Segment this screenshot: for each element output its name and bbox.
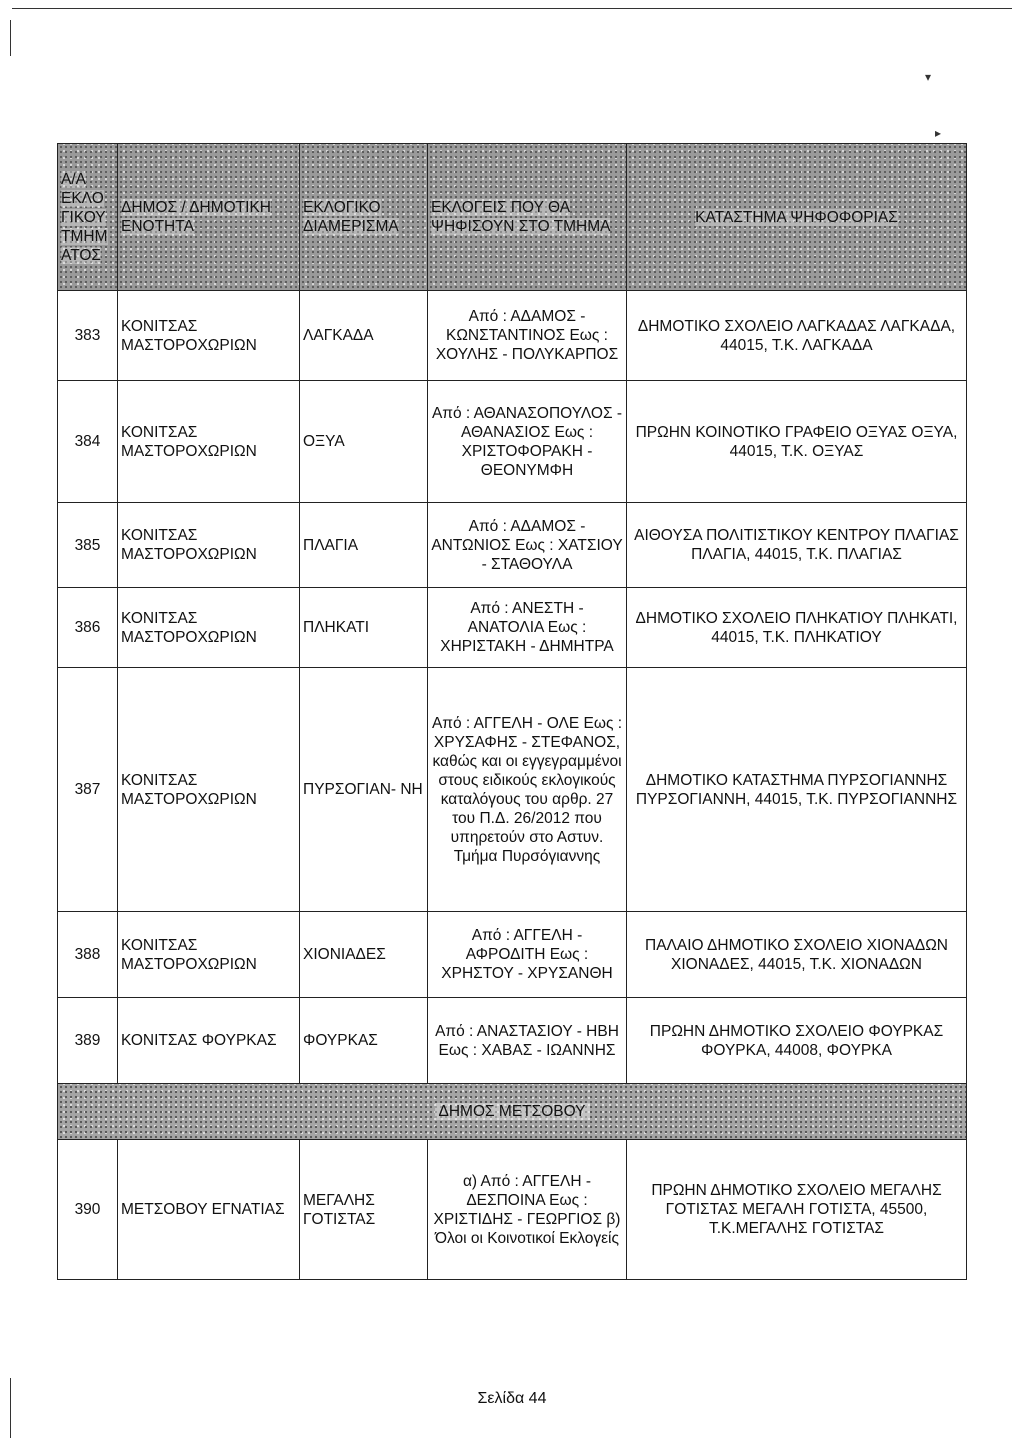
polling-stations-table — [57, 143, 967, 1280]
row-voters: Από : ΑΓΓΕΛΗ - ΑΦΡΟΔΙΤΗ Εως : ΧΡΗΣΤΟΥ - ΧΡΥΣΑΝΘΗ — [428, 912, 627, 998]
row-municipality: ΚΟΝΙΤΣΑΣ ΜΑΣΤΟΡΟΧΩΡΙΩΝ — [118, 668, 300, 912]
row-number: 385 — [58, 503, 118, 588]
row-district: ΧΙΟΝΙΑΔΕΣ — [300, 912, 428, 998]
row-number: 389 — [58, 998, 118, 1084]
row-district: ΠΛΗΚΑΤΙ — [300, 588, 428, 668]
row-station: ΠΡΩΗΝ ΔΗΜΟΤΙΚΟ ΣΧΟΛΕΙΟ ΜΕΓΑΛΗΣ ΓΟΤΙΣΤΑΣ ΜΕΓΑΛΗ ΓΟΤΙΣΤΑ, 45500, Τ.Κ.ΜΕΓΑΛΗΣ ΓΟΤΙΣΤΑΣ — [627, 1140, 967, 1280]
top-border-line — [12, 8, 1012, 9]
row-station: ΠΡΩΗΝ ΚΟΙΝΟΤΙΚΟ ΓΡΑΦΕΙΟ ΟΞΥΑΣ ΟΞΥΑ, 44015, Τ.Κ. ΟΞΥΑΣ — [627, 381, 967, 503]
section-title: ΔΗΜΟΣ ΜΕΤΣΟΒΟΥ — [58, 1084, 967, 1140]
row-number: 388 — [58, 912, 118, 998]
row-station: ΑΙΘΟΥΣΑ ΠΟΛΙΤΙΣΤΙΚΟΥ ΚΕΝΤΡΟΥ ΠΛΑΓΙΑΣ ΠΛΑΓΙΑ, 44015, Τ.Κ. ΠΛΑΓΙΑΣ — [627, 503, 967, 588]
row-voters: Από : ΑΝΑΣΤΑΣΙΟΥ - ΗΒΗ Εως : ΧΑΒΑΣ - ΙΩΑΝΝΗΣ — [428, 998, 627, 1084]
header-section-number: Α/Α ΕΚΛΟ ΓΙΚΟΥ ΤΜΗΜ ΑΤΟΣ — [58, 144, 118, 291]
row-voters: Από : ΑΔΑΜΟΣ - ΑΝΤΩΝΙΟΣ Εως : ΧΑΤΣΙΟΥ - ΣΤΑΘΟΥΛΑ — [428, 503, 627, 588]
row-station: ΠΡΩΗΝ ΔΗΜΟΤΙΚΟ ΣΧΟΛΕΙΟ ΦΟΥΡΚΑΣ ΦΟΥΡΚΑ, 44008, ΦΟΥΡΚΑ — [627, 998, 967, 1084]
row-number: 387 — [58, 668, 118, 912]
row-number: 384 — [58, 381, 118, 503]
scan-mark: ▾ — [925, 70, 932, 84]
scan-mark: ▸ — [935, 126, 942, 140]
row-municipality: ΚΟΝΙΤΣΑΣ ΜΑΣΤΟΡΟΧΩΡΙΩΝ — [118, 588, 300, 668]
row-municipality: ΚΟΝΙΤΣΑΣ ΦΟΥΡΚΑΣ — [118, 998, 300, 1084]
row-municipality: ΚΟΝΙΤΣΑΣ ΜΑΣΤΟΡΟΧΩΡΙΩΝ — [118, 503, 300, 588]
row-district: ΟΞΥΑ — [300, 381, 428, 503]
row-station: ΔΗΜΟΤΙΚΟ ΣΧΟΛΕΙΟ ΛΑΓΚΑΔΑΣ ΛΑΓΚΑΔΑ, 44015, Τ.Κ. ΛΑΓΚΑΔΑ — [627, 291, 967, 381]
row-number: 390 — [58, 1140, 118, 1280]
table-row — [58, 291, 967, 381]
margin-mark — [10, 1378, 11, 1438]
page-number: Σελίδα 44 — [477, 1390, 547, 1407]
row-station: ΠΑΛΑΙΟ ΔΗΜΟΤΙΚΟ ΣΧΟΛΕΙΟ ΧΙΟΝΑΔΩΝ ΧΙΟΝΑΔΕΣ, 44015, Τ.Κ. ΧΙΟΝΑΔΩΝ — [627, 912, 967, 998]
table-row — [58, 912, 967, 998]
header-municipality: ΔΗΜΟΣ / ΔΗΜΟΤΙΚΗ ΕΝΟΤΗΤΑ — [118, 144, 300, 291]
row-district: ΠΥΡΣΟΓΙΑΝ- ΝΗ — [300, 668, 428, 912]
row-district: ΦΟΥΡΚΑΣ — [300, 998, 428, 1084]
row-voters: Από : ΑΘΑΝΑΣΟΠΟΥΛΟΣ - ΑΘΑΝΑΣΙΟΣ Εως : ΧΡΙΣΤΟΦΟΡΑΚΗ - ΘΕΟΝΥΜΦΗ — [428, 381, 627, 503]
row-number: 386 — [58, 588, 118, 668]
row-municipality: ΚΟΝΙΤΣΑΣ ΜΑΣΤΟΡΟΧΩΡΙΩΝ — [118, 291, 300, 381]
row-voters: Από : ΑΓΓΕΛΗ - ΟΛΕ Εως : ΧΡΥΣΑΦΗΣ - ΣΤΕΦΑΝΟΣ, καθώς και οι εγγεγραμμένοι στους ειδικούς εκλογικούς καταλόγους του αρθρ. 27 του Π.Δ. 26/2012 που υπηρετούν στο Αστυν. Τμήμα Πυρσόγιαννης — [428, 668, 627, 912]
header-polling-station: ΚΑΤΑΣΤΗΜΑ ΨΗΦΟΦΟΡΙΑΣ — [627, 144, 967, 291]
table-row — [58, 381, 967, 503]
row-municipality: ΜΕΤΣΟΒΟΥ ΕΓΝΑΤΙΑΣ — [118, 1140, 300, 1280]
table-row — [58, 1140, 967, 1280]
table-row — [58, 998, 967, 1084]
row-district: ΜΕΓΑΛΗΣ ΓΟΤΙΣΤΑΣ — [300, 1140, 428, 1280]
header-voters: ΕΚΛΟΓΕΙΣ ΠΟΥ ΘΑ ΨΗΦΙΣΟΥΝ ΣΤΟ ΤΜΗΜΑ — [428, 144, 627, 291]
row-municipality: ΚΟΝΙΤΣΑΣ ΜΑΣΤΟΡΟΧΩΡΙΩΝ — [118, 912, 300, 998]
row-municipality: ΚΟΝΙΤΣΑΣ ΜΑΣΤΟΡΟΧΩΡΙΩΝ — [118, 381, 300, 503]
row-district: ΠΛΑΓΙΑ — [300, 503, 428, 588]
margin-mark — [10, 20, 11, 56]
row-voters: Από : ΑΝΕΣΤΗ - ΑΝΑΤΟΛΙΑ Εως : ΧΗΡΙΣΤΑΚΗ - ΔΗΜΗΤΡΑ — [428, 588, 627, 668]
section-band-row — [58, 1084, 967, 1140]
table-row — [58, 588, 967, 668]
row-station: ΔΗΜΟΤΙΚΟ ΣΧΟΛΕΙΟ ΠΛΗΚΑΤΙΟΥ ΠΛΗΚΑΤΙ, 44015, Τ.Κ. ΠΛΗΚΑΤΙΟΥ — [627, 588, 967, 668]
row-voters: Από : ΑΔΑΜΟΣ - ΚΩΝΣΤΑΝΤΙΝΟΣ Εως : ΧΟΥΛΗΣ - ΠΟΛΥΚΑΡΠΟΣ — [428, 291, 627, 381]
table-row — [58, 503, 967, 588]
row-station: ΔΗΜΟΤΙΚΟ ΚΑΤΑΣΤΗΜΑ ΠΥΡΣΟΓΙΑΝΝΗΣ ΠΥΡΣΟΓΙΑΝΝΗ, 44015, Τ.Κ. ΠΥΡΣΟΓΙΑΝΝΗΣ — [627, 668, 967, 912]
table-row — [58, 668, 967, 912]
header-electoral-district: ΕΚΛΟΓΙΚΟ ΔΙΑΜΕΡΙΣΜΑ — [300, 144, 428, 291]
table-header-row — [58, 144, 967, 291]
row-voters: α) Από : ΑΓΓΕΛΗ - ΔΕΣΠΟΙΝΑ Εως : ΧΡΙΣΤΙΔΗΣ - ΓΕΩΡΓΙΟΣ β) Όλοι οι Κοινοτικοί Εκλογείς — [428, 1140, 627, 1280]
row-district: ΛΑΓΚΑΔΑ — [300, 291, 428, 381]
row-number: 383 — [58, 291, 118, 381]
